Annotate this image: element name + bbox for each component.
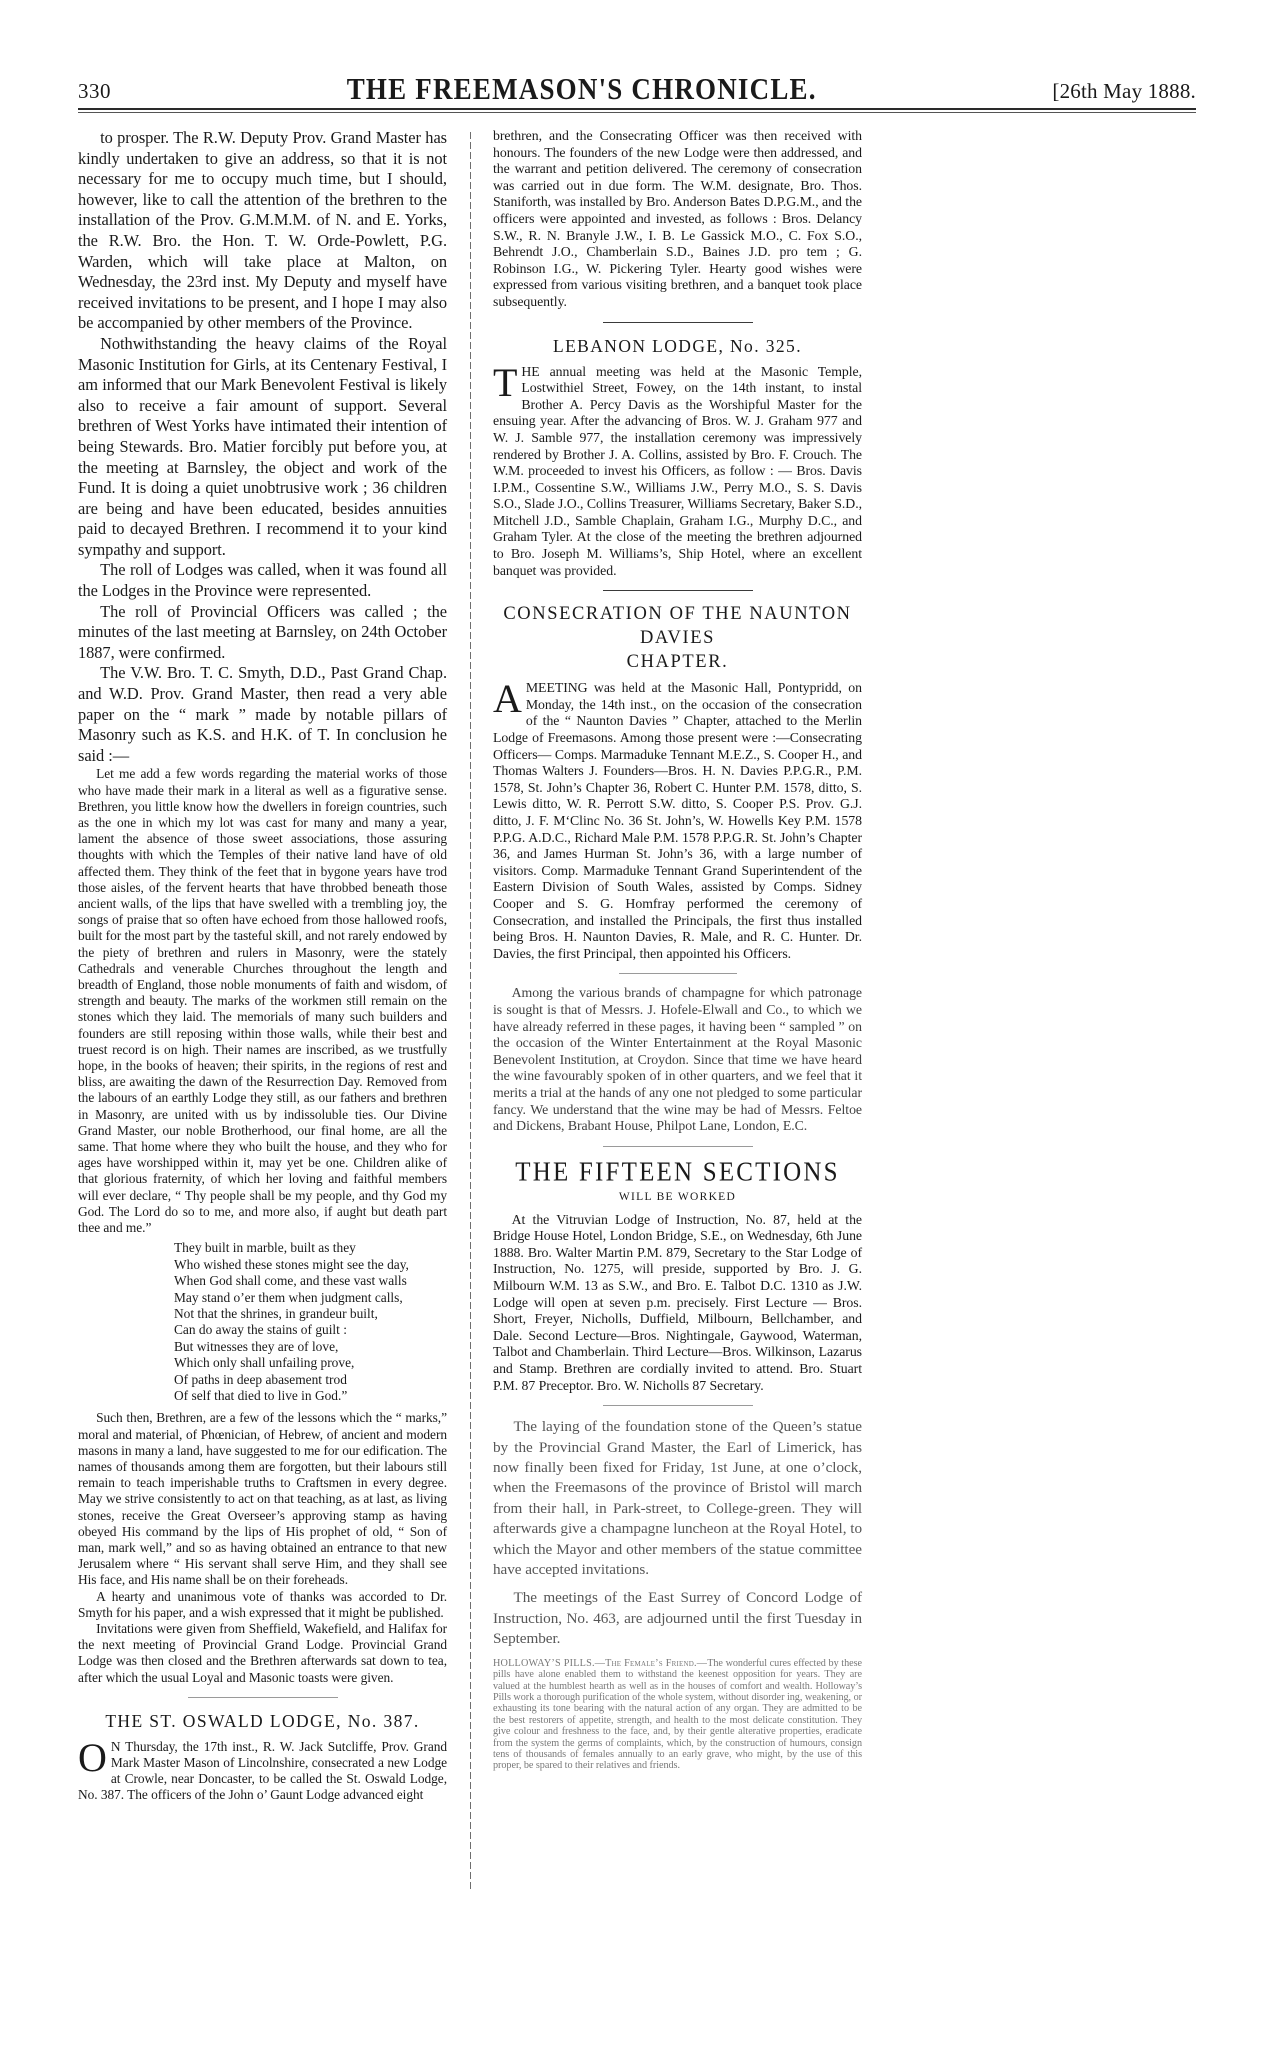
verse-line: Can do away the stains of guilt : [174, 1322, 347, 1338]
paragraph: A hearty and unanimous vote of thanks was accorded to Dr. Smyth for his paper, and a wish expressed that it might be published. [78, 1588, 447, 1620]
address-quoted-block [78, 766, 447, 1236]
verse-line: But witnesses they are of love, [174, 1338, 339, 1354]
advert-lead: HOLLOWAY’S PILLS.—The Female’s Friend.— [493, 1657, 708, 1669]
holloways-pills-advertisement [493, 1658, 862, 1772]
masthead-title: THE FREEMASON'S CHRONICLE. [346, 72, 817, 106]
paragraph-text: MEETING was held at the Masonic Hall, Pontypridd, on Monday, the 14th inst., on the occasion of the consecration of the “ Naunton Davies ” Chapter, attached to the Merlin Lodge of Freemasons. Among those present were :—Consecrating Officers— Comps. Marmaduke Tennant M.E.Z., S. Cooper H., and Thomas Walters J. Founders—Bros. H. N. Davies P.P.G.R., P.M. 1578, St. John’s Chapter 36, Robert C. Hunter P.M. 1578, ditto, S. Lewis ditto, W. R. Perrott S.W. ditto, S. Cooper P.S. Prov. G.J. ditto, J. F. M‘Clinc No. 36 St. John’s, W. Howells Key P.M. 1578 P.P.G. A.D.C., Richard Male P.M. 1578 P.P.G.R. St. John’s Chapter 36, and James Hurman St. John’s 36, with a large number of visitors. Comp. Marmaduke Tennant Grand Superintendent of the Eastern Division of South Wales, assisted by Comps. Sidney Cooper and S. G. Homfray performed the ceremony of Consecration, and installed the Principals, the first thus installed being Bros. H. Naunton Davies, R. Male, and R. C. Hunter. Dr. Davies, the first Principal, then appointed his Officers. [493, 680, 862, 961]
column-container [78, 128, 1196, 2028]
verse-line: Who wished these stones might see the day, [174, 1256, 409, 1272]
st-oswald-lodge-heading: THE ST. OSWALD LODGE, No. 387. [105, 1710, 420, 1731]
section-divider [603, 590, 753, 591]
section-divider [188, 1697, 338, 1698]
naunton-davies-article [493, 676, 862, 962]
paragraph-text: HE annual meeting was held at the Masonic Temple, Lostwithiel Street, Fowey, on the 14th instant, to instal Brother A. Percy Davis as the Worshipful Master for the ensuing year. After the advancing of Bros. W. J. Graham 977 and W. J. Samble 977, the installation ceremony was impressively rendered by Brother J. A. Collins, assisted by Bro. F. Crouch. The W.M. proceeded to invest his Officers, as follow : — Bros. Davis I.P.M., Cossentine S.W., Williams J.W., Perry M.O., S. S. Davis S.O., Slade J.O., Collins Treasurer, Williams Secretary, Baker S.D., Mitchell J.D., Samble Chaplain, Graham I.G., Murphy D.C., and Graham Tyler. At the close of the meeting the brethren adjourned to Bro. Joseph M. Williams’s, Ship Hotel, where an excellent banquet was provided. [493, 363, 862, 578]
fifteen-sections-body: At the Vitruvian Lodge of Instruction, No. 87, held at the Bridge House Hotel, London Bridge, S.E., on Wednesday, 6th June 1888. Bro. Walter Martin P.M. 879, Secretary to the Star Lodge of Instruction, No. 1275, will preside, supported by Bro. J. G. Milbourn W.M. 13 as S.W., and Bro. E. Talbot D.C. 1310 as J.W. Lodge will open at seven p.m. precisely. First Lecture — Bros. Short, Freyer, Nicholls, Duffield, Milbourn, Bellchamber, and Dale. Second Lecture—Bros. Nightingale, Gaywood, Waterman, Talbot and Chamberlain. Third Lecture—Bros. Wilkinson, Lazarus and Stamp. Brethren are cordially invited to attend. Bro. Stuart P.M. 87 Preceptor. Bro. W. Nicholls 87 Secretary. [493, 1211, 862, 1393]
section-divider [603, 322, 753, 323]
naunton-davies-heading-line2: CHAPTER. [626, 652, 729, 673]
address-closing-block [78, 1410, 447, 1685]
paragraph: The laying of the foundation stone of the Queen’s statue by the Provincial Grand Master, the Earl of Limerick, has now finally been fixed for Friday, 1st June, at one o’clock, when the Freemasons of the province of Bristol will march from their hall, in Park-street, to College-green. They will afterwards give a champagne luncheon at the Royal Hotel, to which the Mayor and other members of the statue committee have accepted invitations. [493, 1418, 862, 1579]
lebanon-lodge-article [493, 359, 862, 580]
naunton-davies-heading-line1: CONSECRATION OF THE NAUNTON DAVIES [503, 604, 852, 649]
verse-line: Not that the shrines, in grandeur built, [174, 1305, 378, 1321]
lebanon-lodge-heading: LEBANON LODGE, No. 325. [553, 335, 802, 356]
advert-text [493, 1658, 862, 1772]
paragraph: The V.W. Bro. T. C. Smyth, D.D., Past Grand Chap. and W.D. Prov. Grand Master, then read a very able paper on the “ mark ” made by notable pillars of Masonry such as K.S. and H.K. of T. In conclusion he said :— [78, 663, 447, 765]
verse-line: When God shall come, and these vast walls [174, 1273, 407, 1289]
running-head [78, 74, 1196, 104]
queens-statue-notice [493, 1417, 862, 1649]
verse-line: Of paths in deep abasement trod [174, 1371, 347, 1387]
verse-block [78, 1240, 447, 1404]
st-oswald-lodge-article [78, 1734, 447, 1804]
drop-cap: A [493, 676, 522, 722]
section-divider [603, 1146, 753, 1147]
column-gutter [461, 128, 479, 2028]
page-folio: 330 [78, 79, 111, 103]
paragraph: brethren, and the Consecrating Officer was then received with honours. The founders of the new Lodge were then addressed, and the warrant and petition delivered. The ceremony of consecration was carried out in due form. The W.M. designate, Bro. Thos. Staniforth, was installed by Bro. Anderson Bates D.P.G.M., and the officers were appointed and invested, as follows : Bros. Delancy S.W., R. N. Branyle J.W., I. B. Le Gassick M.O., C. Fox S.O., Behrendt J.O., Chamberlain S.D., Baines J.D. pro tem ; G. Robinson I.G., W. Pickering Tyler. Hearty good wishes were expressed from various visiting brethren, and a banquet took place subsequently. [493, 128, 862, 309]
fifteen-sections-heading: THE FIFTEEN SECTIONS [515, 1157, 840, 1187]
paragraph: Let me add a few words regarding the material works of those who have made their mark in a literal as well as a figurative sense. Brethren, you little know how the dwellers in foreign countries, such as the one in which my lot was cast for many and many a year, lament the absence of those sweet associations, those assuring thoughts with which the Temples of their native land have of old affected them. They think of the feet that in bygone years have trod those aisles, of the fervent hearts that have throbbed beneath those ancient walls, of the lips that have swelled with a trembling joy, the songs of praise that so often have echoed from those hallowed roofs, built for the most part by the tasteful skill, and not rarely endowed by the piety of brethren and rulers in Masonry, were the stately Cathedrals and venerable Churches throughout the length and breadth of England, those noble monuments of faith and wisdom, of strength and beauty. The marks of the workmen still remain on the stones which they laid. The memorials of many such builders and founders are still reposing within those walls, while their best and truest record is on high. Their names are inscribed, as we trustfully hope, in the books of heaven; their spirits, in the regions of rest and bliss, are awaiting the dawn of the Resurrection Day. Removed from the labours of an earthly Lodge they still, as our fathers and brethren in Masonry, are united with us by indissoluble ties. Our Divine Grand Master, our noble Brotherhood, our final home, are all the same. That home where they who built the house, and they who for ages have worshipped within it, may yet be one. Children alike of that glorious fraternity, of which her loving and faithful members will ever declare, “ Thy people shall be my people, and thy God my God. The Lord do so to me, and more also, if aught but death part thee and me.” [78, 766, 447, 1236]
drop-cap: T [493, 359, 518, 405]
fifteen-sections-subheading: WILL BE WORKED [618, 1190, 737, 1203]
verse-line: Which only shall unfailing prove, [174, 1355, 355, 1371]
paragraph: The meetings of the East Surrey of Concord Lodge of Instruction, No. 463, are adjourned until the first Tuesday in September. [493, 1589, 862, 1648]
paragraph: The roll of Lodges was called, when it was found all the Lodges in the Province were represented. [78, 560, 447, 601]
issue-date: [26th May 1888. [1052, 79, 1196, 103]
advert-body: The wonderful cures effected by these pills have alone enabled them to withstand the keenest opposition for years. They are valued at the humblest hearth as well as in the houses of comfort and wealth. Holloway’s Pills work a thorough purification of the whole system, without disorder ing, weakening, or exhausting its tone bearing with the natural action of any organ. They are admitted to be the best restorers of appetite, strength, and health to the most delicate constitution. They give colour and freshness to the face, and, by their gentle alterative properties, eradicate from the system the germs of complaints, which, by the construction of humours, consign tens of thousands of females annually to an early grave, who might, by the use of this proper, be spared to their relatives and friends. [493, 1657, 862, 1772]
verse-line: Of self that died to live in God.” [174, 1387, 348, 1403]
section-divider [603, 1405, 753, 1406]
paragraph-text: N Thursday, the 17th inst., R. W. Jack Sutcliffe, Prov. Grand Mark Master Mason of Lincolnshire, consecrated a new Lodge at Crowle, near Doncaster, to be called the St. Oswald Lodge, No. 387. The officers of the John o’ Gaunt Lodge advanced eight [78, 1738, 447, 1803]
drop-cap: O [78, 1734, 107, 1780]
header-rule [78, 108, 1196, 113]
paragraph: Invitations were given from Sheffield, Wakefield, and Halifax for the next meeting of Provincial Grand Lodge. Provincial Grand Lodge was then closed and the Brethren afterwards sat down to tea, after which the usual Loyal and Masonic toasts were given. [78, 1621, 447, 1685]
paragraph: to prosper. The R.W. Deputy Prov. Grand Master has kindly undertaken to give an address, so that it is not necessary for me to occupy much time, but I should, however, like to call the attention of the brethren to the installation of the Prov. G.M.M.M. of N. and E. Yorks, the R.W. Bro. the Hon. T. W. Orde-Powlett, P.G. Warden, which will take place at Malton, on Wednesday, the 23rd inst. My Deputy and myself have received invitations to be present, and I hope I may also be accompanied by other members of the Province. [78, 128, 447, 333]
paragraph: Nothwithstanding the heavy claims of the Royal Masonic Institution for Girls, at its Centenary Festival, I am informed that our Mark Benevolent Festival is likely also to receive a fair amount of support. Several brethren of West Yorks have intimated their intention of being Stewards. Bro. Matier forcibly put before you, at the meeting at Barnsley, the object and work of the Fund. It is doing a quiet unobtrusive work ; 36 children are being and have been educated, besides annuities paid to decayed Brethren. I recommend it to your kind sympathy and support. [78, 333, 447, 559]
section-divider [619, 973, 737, 974]
right-column [479, 128, 862, 2028]
paragraph [78, 1734, 447, 1804]
verse-line: They built in marble, built as they [174, 1240, 356, 1256]
verse-line: May stand o’er them when judgment calls, [174, 1289, 403, 1305]
champagne-note: Among the various brands of champagne for which patronage is sought is that of Messrs. J. Hofele-Elwall and Co., to which we have already referred in these pages, it having been “ sampled ” on the occasion of the Winter Entertainment at the Royal Masonic Benevolent Institution, at Croydon. Since that time we have heard the wine favourably spoken of in other quarters, and we feel that it merits a trial at the hands of any one not pledged to some particular fancy. We understand that the wine may be had of Messrs. Feltoe and Dickens, Brabant House, Philpot Lane, London, E.C. [493, 985, 862, 1134]
left-column [78, 128, 461, 2028]
paragraph: Such then, Brethren, are a few of the lessons which the “ marks,” moral and material, of Phœnician, of Hebrew, of ancient and modern masons in many a land, have suggested to me for our edification. The names of thousands among them are forgotten, but their labours still remain to teach imperishable truths to Craftsmen in every degree. May we strive consistently to act on that teaching, as at last, as living stones, receive the Great Overseer’s approving stamp as having obeyed His command by the lips of His prophet of old, “ Son of man, mark well,” and so as having obtained an entrance to that new Jerusalem where “ His servant shall serve Him, and they shall see His face, and His name shall be on their foreheads. [78, 1410, 447, 1588]
paragraph: The roll of Provincial Officers was called ; the minutes of the last meeting at Barnsley, on 24th October 1887, were confirmed. [78, 601, 447, 662]
column-divider-rule [470, 132, 471, 1892]
